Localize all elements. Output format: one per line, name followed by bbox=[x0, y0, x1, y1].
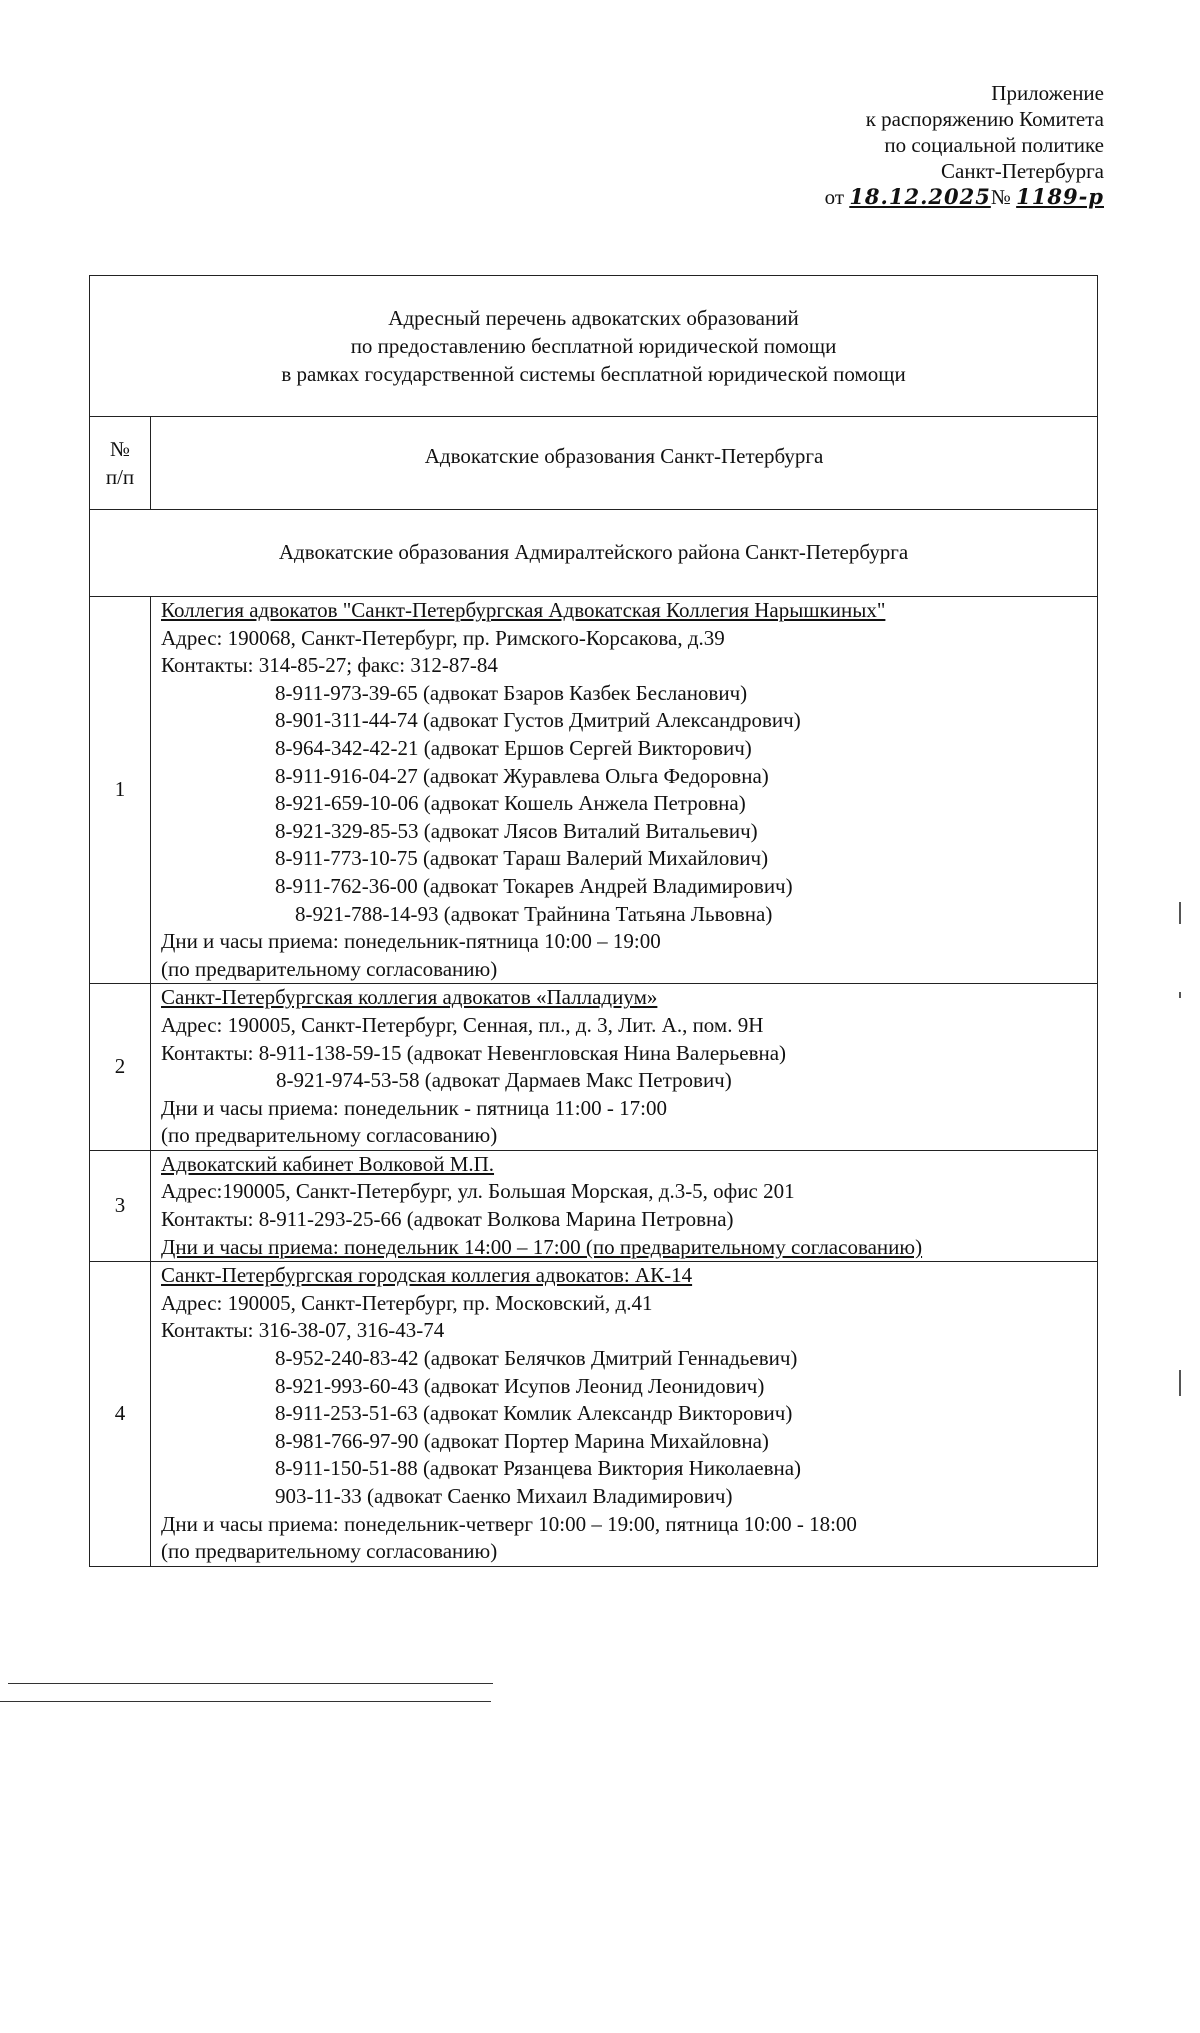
phone-line: 8-921-788-14-93 (адвокат Трайнина Татьяна Львовна) bbox=[295, 901, 773, 926]
table-title: Адресный перечень адвокатских образований по предоставлению бесплатной юридической помощи в рамках государственной системы бесплатной юридической помощи bbox=[90, 276, 1098, 417]
org-contacts: Контакты: 8-911-138-59-15 (адвокат Невенгловская Нина Валерьевна) bbox=[161, 1040, 787, 1065]
org-name: Санкт-Петербургская городская коллегия адвокатов: АК-14 bbox=[161, 1263, 693, 1288]
row-number: 1 bbox=[90, 597, 151, 984]
org-address: Адрес: 190005, Санкт-Петербург, Сенная, пл., д. 3, Лит. А., пом. 9Н bbox=[161, 1012, 764, 1037]
phone-line: 8-921-974-53-58 (адвокат Дармаев Макс Петрович) bbox=[276, 1068, 732, 1093]
district-heading: Адвокатские образования Адмиралтейского района Санкт-Петербурга bbox=[90, 510, 1098, 597]
advocates-table bbox=[89, 275, 1098, 1567]
reception-note: (по предварительному согласованию) bbox=[161, 956, 498, 981]
table-header-row bbox=[90, 417, 1098, 510]
reception-note: (по предварительному согласованию) bbox=[161, 1123, 498, 1148]
appendix-header bbox=[684, 80, 1104, 210]
separator-line bbox=[8, 1683, 493, 1684]
table-row bbox=[90, 1150, 1098, 1261]
phone-line: 8-911-773-10-75 (адвокат Тараш Валерий Михайлович) bbox=[275, 846, 769, 871]
header-line-committee: по социальной политике bbox=[884, 133, 1104, 157]
org-contacts: Контакты: 314-85-27; факс: 312-87-84 bbox=[161, 653, 498, 678]
phone-line: 8-911-762-36-00 (адвокат Токарев Андрей Владимирович) bbox=[275, 873, 793, 898]
table-row bbox=[90, 1262, 1098, 1567]
org-cell bbox=[151, 1262, 1098, 1567]
scan-mark bbox=[1179, 1370, 1181, 1396]
header-date-number bbox=[825, 184, 1104, 210]
header-line-order: к распоряжению Комитета bbox=[865, 107, 1104, 131]
org-contacts: Контакты: 8-911-293-25-66 (адвокат Волкова Марина Петровна) bbox=[161, 1207, 734, 1232]
phone-line: 8-901-311-44-74 (адвокат Густов Дмитрий Александрович) bbox=[275, 708, 801, 733]
reception-hours: Дни и часы приема: понедельник-пятница 10:00 – 19:00 bbox=[161, 929, 661, 954]
scan-mark bbox=[1179, 902, 1181, 924]
phone-line: 8-921-329-85-53 (адвокат Лясов Виталий Витальевич) bbox=[275, 818, 758, 843]
phone-line: 8-911-916-04-27 (адвокат Журавлева Ольга Федоровна) bbox=[275, 763, 769, 788]
phone-line: 903-11-33 (адвокат Саенко Михаил Владимирович) bbox=[275, 1484, 733, 1508]
header-line-city: Санкт-Петербурга bbox=[941, 159, 1104, 183]
header-line-appendix: Приложение bbox=[991, 81, 1104, 105]
separator-line bbox=[0, 1701, 491, 1702]
row-number: 2 bbox=[90, 984, 151, 1151]
org-address: Адрес:190005, Санкт-Петербург, ул. Большая Морская, д.3-5, офис 201 bbox=[161, 1179, 795, 1204]
org-name: Санкт-Петербургская коллегия адвокатов «Палладиум» bbox=[161, 985, 658, 1010]
reception-hours: Дни и часы приема: понедельник - пятница 11:00 - 17:00 bbox=[161, 1095, 667, 1120]
phone-line: 8-964-342-42-21 (адвокат Ершов Сергей Викторович) bbox=[275, 735, 752, 760]
org-name: Адвокатский кабинет Волковой М.П. bbox=[161, 1151, 495, 1176]
org-name: Коллегия адвокатов "Санкт-Петербургская Адвокатская Коллегия Нарышкиных" bbox=[161, 598, 886, 622]
table-row bbox=[90, 597, 1098, 984]
reception-hours: Дни и часы приема: понедельник 14:00 – 17:00 (по предварительному согласованию) bbox=[161, 1234, 923, 1259]
phone-line: 8-921-993-60-43 (адвокат Исупов Леонид Леонидович) bbox=[275, 1373, 765, 1398]
handwritten-number: 1189-р bbox=[1016, 184, 1104, 209]
handwritten-date: 18.12.2025 bbox=[849, 184, 991, 209]
org-address: Адрес: 190005, Санкт-Петербург, пр. Московский, д.41 bbox=[161, 1290, 653, 1315]
phone-line: 8-981-766-97-90 (адвокат Портер Марина Михайловна) bbox=[275, 1428, 769, 1453]
table-title-row bbox=[90, 276, 1098, 417]
district-row bbox=[90, 510, 1098, 597]
table-row bbox=[90, 984, 1098, 1151]
org-cell bbox=[151, 1150, 1098, 1261]
phone-line: 8-952-240-83-42 (адвокат Белячков Дмитрий Геннадьевич) bbox=[275, 1346, 798, 1371]
org-cell bbox=[151, 984, 1098, 1151]
number-prefix: № bbox=[990, 185, 1011, 209]
scan-mark bbox=[1179, 992, 1181, 998]
phone-line: 8-911-253-51-63 (адвокат Комлик Александр Викторович) bbox=[275, 1401, 793, 1426]
row-number: 3 bbox=[90, 1150, 151, 1261]
column-header-number: № п/п bbox=[90, 417, 151, 510]
phone-line: 8-911-973-39-65 (адвокат Бзаров Казбек Бесланович) bbox=[275, 680, 748, 705]
org-cell bbox=[151, 597, 1098, 984]
row-number: 4 bbox=[90, 1262, 151, 1567]
date-prefix: от bbox=[824, 185, 845, 209]
phone-line: 8-921-659-10-06 (адвокат Кошель Анжела Петровна) bbox=[275, 791, 746, 816]
reception-hours: Дни и часы приема: понедельник-четверг 10:00 – 19:00, пятница 10:00 - 18:00 bbox=[161, 1511, 857, 1536]
phone-line: 8-911-150-51-88 (адвокат Рязанцева Виктория Николаевна) bbox=[275, 1456, 802, 1481]
column-header-title: Адвокатские образования Санкт-Петербурга bbox=[151, 417, 1098, 510]
org-contacts: Контакты: 316-38-07, 316-43-74 bbox=[161, 1318, 445, 1343]
org-address: Адрес: 190068, Санкт-Петербург, пр. Римского-Корсакова, д.39 bbox=[161, 625, 725, 650]
reception-note: (по предварительному согласованию) bbox=[161, 1539, 498, 1564]
